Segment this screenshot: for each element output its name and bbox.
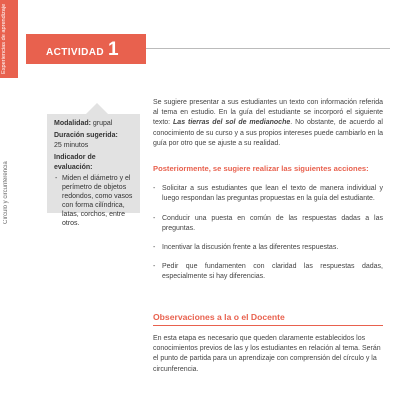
info-box-content: [54, 119, 136, 230]
intro-text-after: . No obstante, de acuerdo al conocimiento de su curso y a sus propios intereses puede cambiarlo en la guía por otro que se ajuste a su realidad.: [153, 119, 383, 147]
accion-item: - Conducir una puesta en común de las respuestas dadas a las preguntas.: [153, 214, 383, 234]
accion-item: - Incentivar la discusión frente a las diferentes respuestas.: [153, 243, 383, 253]
activity-label: ACTIVIDAD: [46, 47, 105, 58]
accion-item: - Solicitar a sus estudiantes que lean el texto de manera individual y luego respondan las preguntas propuestas en la guía del estudiante.: [153, 184, 383, 204]
intro-paragraph: [153, 98, 383, 149]
indicador-label: Indicador de evaluación:: [54, 154, 96, 171]
acciones-heading: Posteriormente, se sugiere realizar las siguientes acciones:: [153, 164, 369, 174]
accion-item: - Pedir que fundamenten con claridad las respuestas dadas, especialmente si hay diferencias.: [153, 262, 383, 282]
observaciones-divider: [153, 325, 383, 326]
acciones-list: [153, 184, 383, 282]
side-strip: [0, 78, 18, 400]
main-content: [153, 98, 383, 292]
unit-label: Círculo y circunferencia: [3, 161, 9, 224]
modalidad-value: grupal: [92, 120, 113, 127]
modalidad-label: Modalidad:: [54, 120, 91, 127]
modalidad-row: [54, 119, 136, 129]
intro-text-before: Se sugiere presentar a sus estudiantes un texto con información referida al tema en estudio. En la guía del estudiante se incorporó el siguiente texto:: [153, 99, 383, 127]
indicador-row: [54, 153, 136, 228]
info-box-notch: [86, 103, 108, 114]
activity-number: 1: [108, 39, 119, 60]
indicador-item: - Miden el diámetro y el perímetro de objetos redondos, como vasos con forma cilíndrica, latas, corchos, entre otros.: [54, 174, 136, 228]
duracion-value: 25 minutos: [54, 142, 89, 149]
duracion-label: Duración sugerida:: [54, 132, 118, 139]
duracion-row: [54, 131, 136, 151]
section-tab: [0, 0, 18, 78]
observaciones-title: Observaciones a la o el Docente: [153, 312, 285, 322]
header-divider: [146, 48, 390, 49]
section-tab-label: Experiencias de aprendizaje: [1, 4, 7, 75]
activity-title: [46, 39, 119, 61]
observaciones-text: En esta etapa es necesario que queden claramente establecidos los conocimientos previos de las y los estudiantes en relación al tema. Serán el punto de partida para un aprendizaje con comprensión del círculo y la circunferencia.: [153, 335, 381, 373]
intro-text-title: Las tierras del sol de medianoche: [173, 119, 291, 127]
